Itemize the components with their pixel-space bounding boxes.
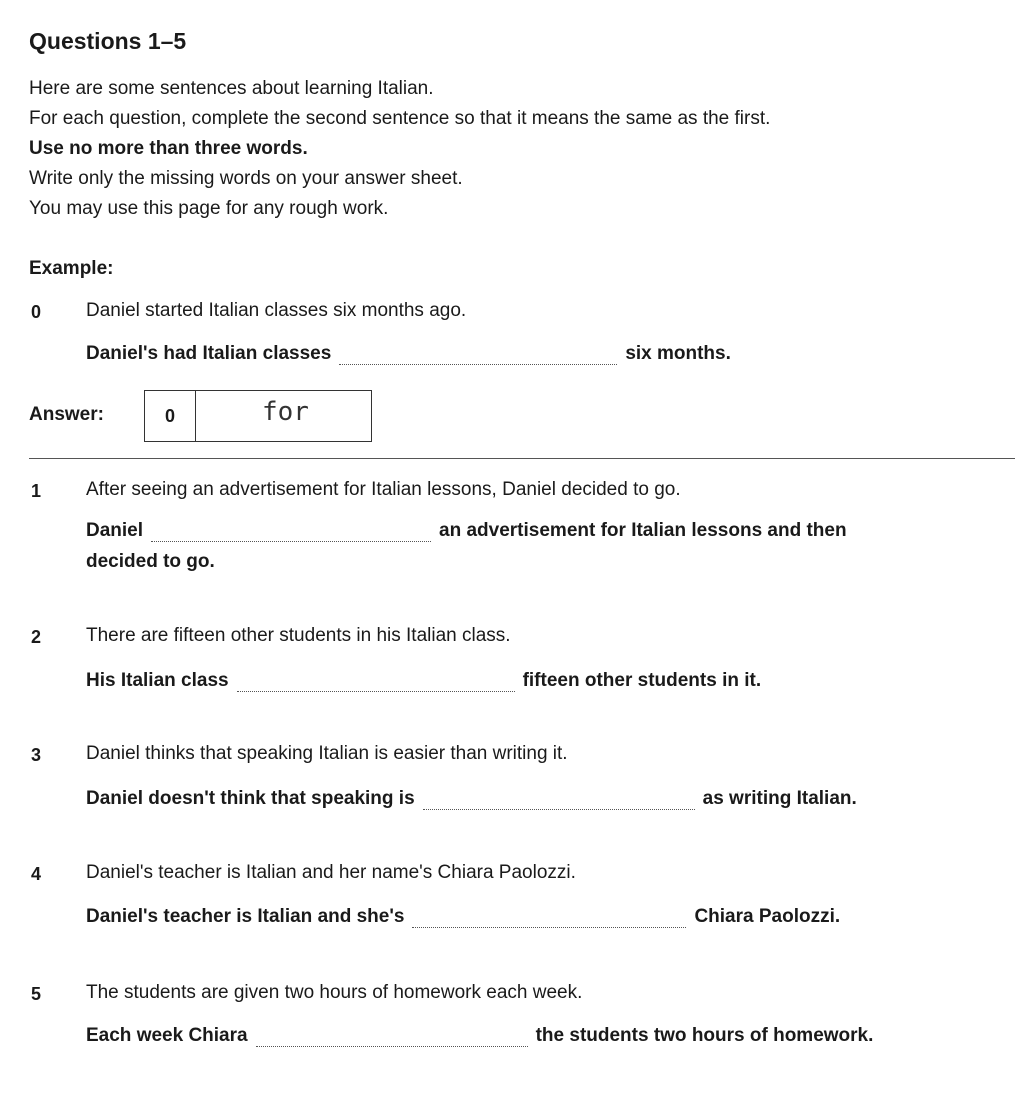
- question-1-gap[interactable]: [151, 525, 431, 542]
- question-4-after: Chiara Paolozzi.: [694, 906, 841, 927]
- question-3-after: as writing Italian.: [702, 788, 857, 809]
- question-5-after: the students two hours of homework.: [535, 1025, 874, 1046]
- question-2-after: fifteen other students in it.: [522, 670, 762, 691]
- question-3-answer-line: [86, 788, 857, 810]
- question-2-sentence: There are fifteen other students in his Italian class.: [86, 625, 511, 646]
- question-3-gap[interactable]: [423, 793, 695, 810]
- question-4-sentence: Daniel's teacher is Italian and her name's Chiara Paolozzi.: [86, 862, 576, 883]
- question-3-before: Daniel doesn't think that speaking is: [86, 788, 415, 809]
- question-5-answer-line: [86, 1025, 873, 1047]
- example-before: Daniel's had Italian classes: [86, 343, 332, 364]
- instruction-line-1: Here are some sentences about learning Italian.: [29, 78, 434, 99]
- instruction-line-4: Write only the missing words on your answer sheet.: [29, 168, 463, 189]
- question-1-continuation: decided to go.: [86, 551, 215, 572]
- example-sentence: Daniel started Italian classes six months ago.: [86, 300, 467, 321]
- question-5-before: Each week Chiara: [86, 1025, 248, 1046]
- question-5-gap[interactable]: [256, 1030, 528, 1047]
- example-label: Example:: [29, 258, 114, 279]
- divider: [29, 458, 1015, 459]
- example-number: 0: [31, 302, 42, 322]
- question-3-sentence: Daniel thinks that speaking Italian is easier than writing it.: [86, 743, 568, 764]
- instruction-line-5: You may use this page for any rough work.: [29, 198, 389, 219]
- answer-box-word: for: [262, 397, 309, 427]
- answer-box-number: 0: [145, 391, 196, 441]
- question-2-number: 2: [31, 627, 42, 647]
- question-5-sentence: The students are given two hours of homework each week.: [86, 982, 583, 1003]
- question-4-number: 4: [31, 864, 42, 884]
- question-1-answer-line: [86, 520, 847, 542]
- example-gap: [339, 348, 617, 365]
- question-4-answer-line: [86, 906, 840, 928]
- page-title: Questions 1–5: [29, 28, 187, 54]
- question-4-gap[interactable]: [412, 911, 686, 928]
- question-1-sentence: After seeing an advertisement for Italian lessons, Daniel decided to go.: [86, 479, 681, 500]
- question-5-number: 5: [31, 984, 42, 1004]
- example-after: six months.: [625, 343, 731, 364]
- instruction-line-2: For each question, complete the second sentence so that it means the same as the first.: [29, 108, 771, 129]
- question-1-after: an advertisement for Italian lessons and then: [439, 520, 847, 541]
- question-1-number: 1: [31, 481, 42, 501]
- example-answer-line: [86, 343, 731, 365]
- question-2-gap[interactable]: [237, 675, 515, 692]
- instruction-line-3: Use no more than three words.: [29, 138, 308, 159]
- question-2-answer-line: [86, 670, 761, 692]
- question-1-before: Daniel: [86, 520, 144, 541]
- answer-label: Answer:: [29, 404, 104, 425]
- question-4-before: Daniel's teacher is Italian and she's: [86, 906, 405, 927]
- question-3-number: 3: [31, 745, 42, 765]
- question-2-before: His Italian class: [86, 670, 229, 691]
- example-answer-box: [144, 390, 372, 442]
